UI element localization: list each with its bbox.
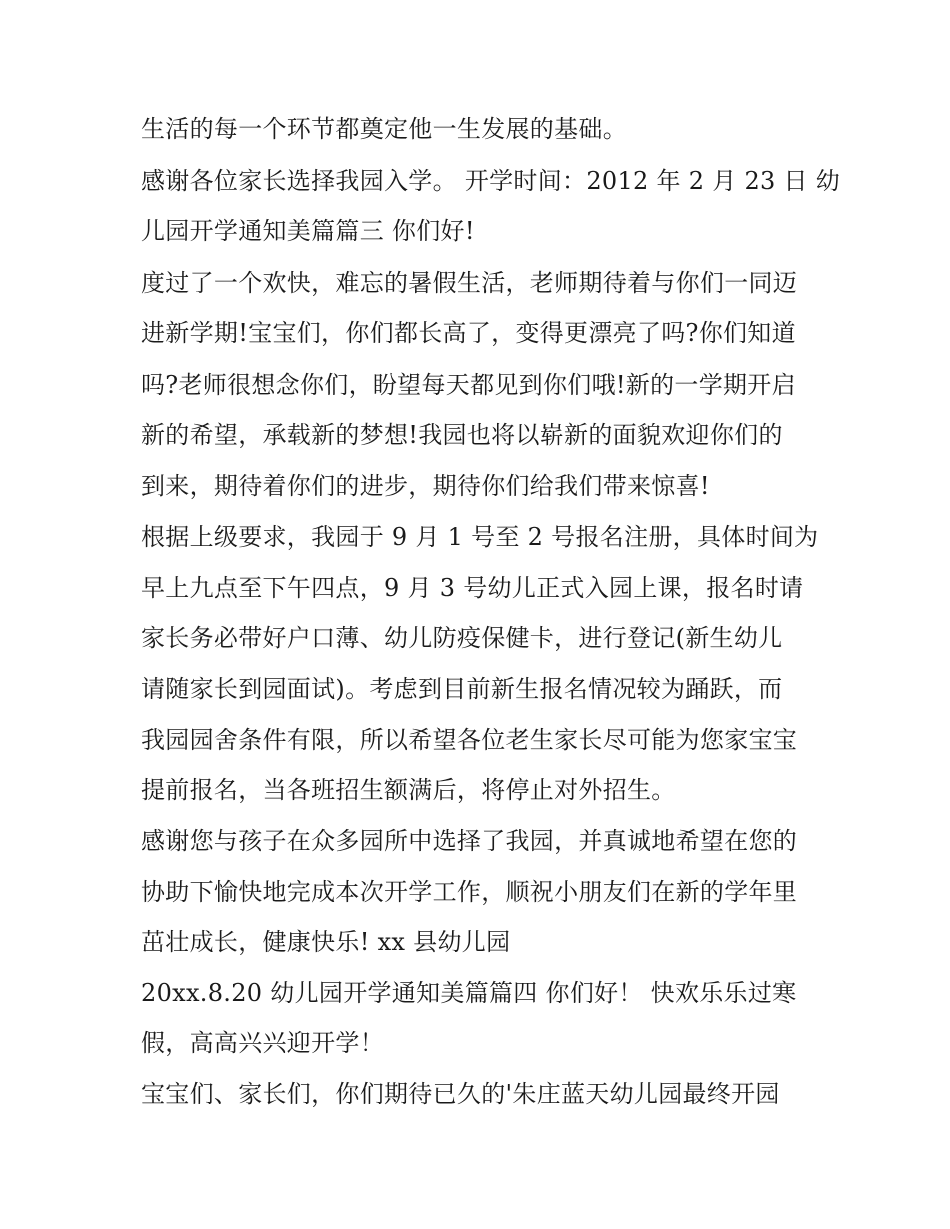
text-line: 宝宝们、家长们，你们期待已久的'朱庄蓝天幼儿园最终开园 — [141, 1080, 780, 1108]
text-line: 新的希望，承载新的梦想!我园也将以崭新的面貌欢迎你们的 — [141, 421, 783, 449]
text-line: 假，高高兴兴迎开学！ — [141, 1029, 384, 1057]
text-line: 儿园开学通知美篇篇三 你们好! — [141, 217, 475, 245]
text-line: 请随家长到园面试)。考虑到目前新生报名情况较为踊跃，而 — [141, 675, 783, 703]
text-line: 到来，期待着你们的进步，期待你们给我们带来惊喜! — [141, 472, 710, 500]
text-line: 度过了一个欢快，难忘的暑假生活，老师期待着与你们一同迈 — [141, 269, 798, 297]
text-line: 根据上级要求，我园于 9 月 1 号至 2 号报名注册，具体时间为 — [141, 523, 819, 551]
text-line: 提前报名，当各班招生额满后，将停止对外招生。 — [141, 776, 676, 804]
text-line: 感谢您与孩子在众多园所中选择了我园，并真诚地希望在您的 — [141, 827, 798, 855]
text-line: 茁壮成长，健康快乐! xx 县幼儿园 — [141, 928, 511, 956]
text-line: 家长务必带好户口薄、幼儿防疫保健卡，进行登记(新生幼儿 — [141, 624, 783, 652]
text-line: 生活的每一个环节都奠定他一生发展的基础。 — [141, 115, 627, 143]
text-line: 感谢各位家长选择我园入学。 开学时间：2012 年 2 月 23 日 幼 — [141, 167, 841, 195]
text-line: 早上九点至下午四点，9 月 3 号幼儿正式入园上课，报名时请 — [141, 574, 804, 602]
text-line: 吗?老师很想念你们，盼望每天都见到你们哦!新的一学期开启 — [141, 371, 796, 399]
text-line: 20xx.8.20 幼儿园开学通知美篇篇四 你们好！ 快欢乐乐过寒 — [141, 979, 797, 1007]
text-line: 进新学期!宝宝们，你们都长高了，变得更漂亮了吗?你们知道 — [141, 319, 796, 347]
text-line: 我园园舍条件有限，所以希望各位老生家长尽可能为您家宝宝 — [141, 726, 798, 754]
text-line: 协助下愉快地完成本次开学工作，顺祝小朋友们在新的学年里 — [141, 878, 798, 906]
